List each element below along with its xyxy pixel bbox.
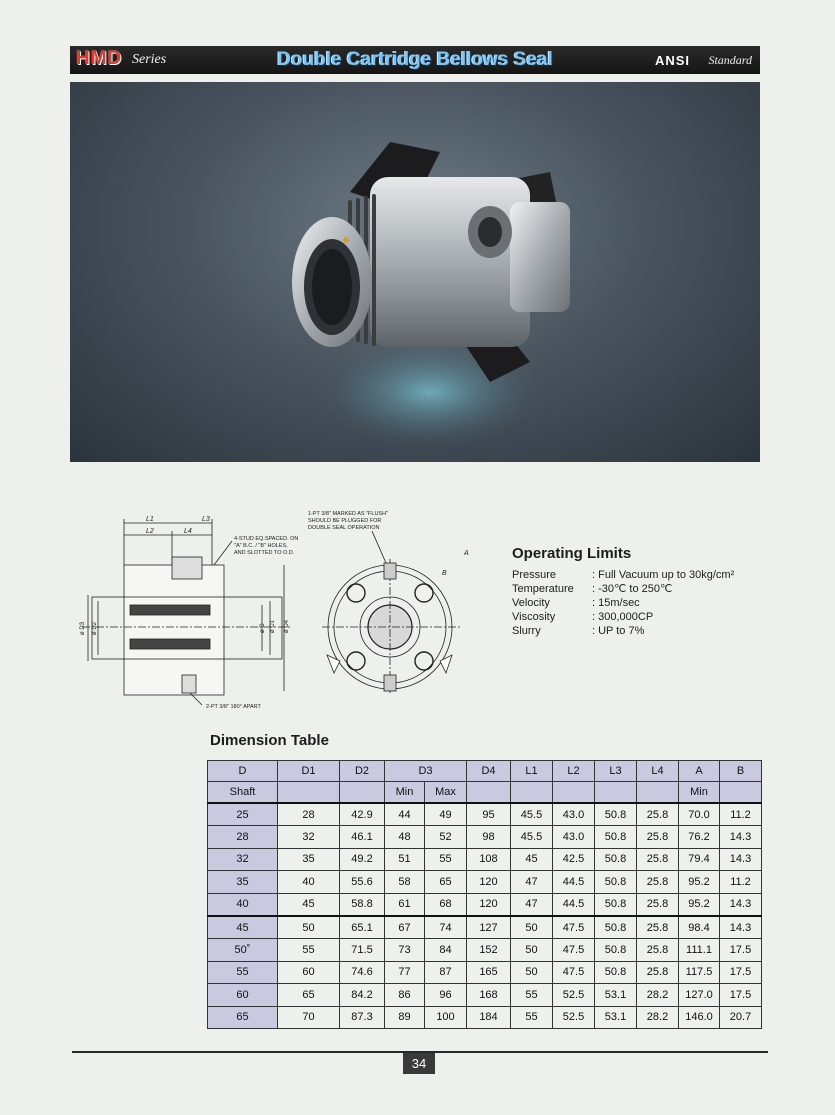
table-cell: 50.8 [595,893,637,916]
dimension-table-title: Dimension Table [210,732,329,749]
table-cell: 25.8 [637,961,679,983]
table-cell: 165 [467,961,511,983]
table-cell: 42.9 [340,803,385,826]
table-cell: 47 [511,893,553,916]
d4-label: ø D4 [284,619,290,633]
a-label: A [464,550,469,557]
column-header-l1: L1 [511,761,553,782]
table-cell: 28 [208,826,278,848]
brand-logo: HMD [76,48,123,69]
table-cell: 17.5 [720,961,762,983]
table-cell: 49.2 [340,848,385,870]
table-cell: 168 [467,984,511,1006]
ports-note: 2-PT 3/8" 180° APART [206,704,261,710]
table-cell: 43.0 [553,803,595,826]
table-cell: 120 [467,871,511,893]
table-cell: 50 [511,939,553,961]
table-cell: 74 [425,916,467,939]
table-cell: 68 [425,893,467,916]
table-cell: 184 [467,1006,511,1028]
d-label: ø D [260,623,266,633]
table-cell: 120 [467,893,511,916]
d3-label: ø D3 [80,621,86,635]
table-cell: 76.2 [679,826,720,848]
table-cell: 25.8 [637,939,679,961]
table-cell: 47.5 [553,916,595,939]
limit-label: Viscosity [512,611,556,623]
column-header-d1: D1 [278,761,340,782]
column-header-d: D [208,761,278,782]
subheader-empty [720,782,762,804]
table-cell: 50 [511,961,553,983]
table-cell: 98.4 [679,916,720,939]
l1-label: L1 [146,516,154,523]
table-cell: 87.3 [340,1006,385,1028]
table-cell: 52 [425,826,467,848]
table-cell: 71.5 [340,939,385,961]
list-item [512,610,734,624]
flush-note-2: SHOULD BE PLUGGED FOR [308,518,382,524]
table-cell: 25.8 [637,871,679,893]
list-item [512,624,734,638]
table-cell: 95 [467,803,511,826]
table-cell: 84 [425,939,467,961]
table-cell: 127.0 [679,984,720,1006]
table-cell: 67 [385,916,425,939]
l2-label: L2 [146,528,154,535]
table-cell: 50.8 [595,939,637,961]
table-cell: 32 [278,826,340,848]
table-header-row [208,761,762,782]
table-cell: 84.2 [340,984,385,1006]
table-cell: 49 [425,803,467,826]
table-cell: 61 [385,893,425,916]
table-cell: 58 [385,871,425,893]
table-cell: 95.2 [679,893,720,916]
table-cell: 45.5 [511,803,553,826]
table-cell: 55 [278,939,340,961]
table-cell: 50.8 [595,916,637,939]
table-cell: 28.2 [637,984,679,1006]
table-cell: 50˚ [208,939,278,961]
column-header-b: B [720,761,762,782]
flush-note-1: 1-PT 3/8" MARKED AS "FLUSH" [308,511,389,517]
table-cell: 32 [208,848,278,870]
limit-value: : 300,000CP [592,611,654,623]
seal-illustration [70,82,760,462]
table-cell: 96 [425,984,467,1006]
table-cell: 55 [511,1006,553,1028]
header-band [70,46,760,74]
table-cell: 43.0 [553,826,595,848]
table-cell: 108 [467,848,511,870]
table-cell: 17.5 [720,984,762,1006]
table-cell: 25.8 [637,826,679,848]
table-row [208,939,762,961]
table-cell: 17.5 [720,939,762,961]
column-header-l2: L2 [553,761,595,782]
table-cell: 42.5 [553,848,595,870]
table-cell: 45.5 [511,826,553,848]
page-number: 34 [403,1053,435,1074]
table-cell: 87 [425,961,467,983]
table-cell: 55.6 [340,871,385,893]
table-cell: 52.5 [553,1006,595,1028]
table-cell: 60 [208,984,278,1006]
table-cell: 14.3 [720,916,762,939]
table-cell: 28 [278,803,340,826]
stud-note-3: AND SLOTTED TO O.D. [234,550,295,556]
table-cell: 11.2 [720,871,762,893]
table-cell: 46.1 [340,826,385,848]
table-cell: 74.6 [340,961,385,983]
standard-label: Standard [708,53,752,67]
table-cell: 25 [208,803,278,826]
page-title: Double Cartridge Bellows Seal [277,49,553,70]
limit-label: Pressure [512,569,557,581]
operating-limits-title: Operating Limits [512,545,632,562]
table-cell: 98 [467,826,511,848]
table-cell: 51 [385,848,425,870]
table-cell: 40 [278,871,340,893]
table-cell: 50.8 [595,826,637,848]
ansi-label: ANSI [654,53,690,68]
limit-label: Temperature [512,583,574,595]
table-cell: 117.5 [679,961,720,983]
table-cell: 100 [425,1006,467,1028]
table-cell: 25.8 [637,803,679,826]
table-cell: 20.7 [720,1006,762,1028]
l4-label: L4 [184,528,192,535]
column-header-d2: D2 [340,761,385,782]
subheader-empty [553,782,595,804]
table-cell: 60 [278,961,340,983]
table-row [208,1006,762,1028]
table-cell: 65 [278,984,340,1006]
product-photo [70,82,760,462]
table-cell: 28.2 [637,1006,679,1028]
table-cell: 44.5 [553,893,595,916]
table-cell: 79.4 [679,848,720,870]
table-cell: 58.8 [340,893,385,916]
flush-note-3: DOUBLE SEAL OPERATION [308,525,380,531]
table-cell: 14.3 [720,848,762,870]
table-cell: 146.0 [679,1006,720,1028]
table-cell: 47 [511,871,553,893]
seal-cross-section-drawing [72,505,482,720]
subheader-empty [637,782,679,804]
table-cell: 53.1 [595,1006,637,1028]
subheader-empty [340,782,385,804]
table-cell: 52.5 [553,984,595,1006]
subheader-empty [278,782,340,804]
table-row [208,826,762,848]
table-cell: 65 [425,871,467,893]
table-cell: 14.3 [720,893,762,916]
table-cell: 25.8 [637,916,679,939]
table-cell: 25.8 [637,893,679,916]
table-cell: 50 [511,916,553,939]
table-cell: 50.8 [595,961,637,983]
table-cell: 14.3 [720,826,762,848]
table-cell: 45 [208,916,278,939]
column-header-d3: D3 [385,761,467,782]
subheader-d3-max: Max [425,782,467,804]
table-cell: 70 [278,1006,340,1028]
list-item [512,568,734,582]
stud-note-2: "A" B.C. / "B" HOLES, [234,543,288,549]
b-label: B [442,570,447,577]
list-item [512,582,734,596]
table-cell: 47.5 [553,961,595,983]
table-cell: 55 [208,961,278,983]
dimension-table [207,760,762,1029]
table-cell: 50.8 [595,848,637,870]
d2-label: ø D2 [92,621,98,635]
limit-value: : UP to 7% [592,625,645,637]
table-cell: 127 [467,916,511,939]
table-cell: 50 [278,916,340,939]
table-row [208,848,762,870]
table-cell: 35 [208,871,278,893]
stud-note-1: 4-STUD EQ.SPACED. ON [234,536,299,542]
subheader-empty [595,782,637,804]
subheader-shaft: Shaft [208,782,278,804]
technical-drawing [72,505,482,720]
table-cell: 50.8 [595,871,637,893]
l3-label: L3 [202,516,210,523]
limit-value: : Full Vacuum up to 30kg/cm² [592,569,735,581]
table-cell: 47.5 [553,939,595,961]
table-row [208,871,762,893]
limit-label: Velocity [512,597,550,609]
table-row [208,961,762,983]
subheader-a-min: Min [679,782,720,804]
table-cell: 86 [385,984,425,1006]
table-cell: 44.5 [553,871,595,893]
limit-label: Slurry [512,625,541,637]
series-label: Series [132,52,167,67]
subheader-empty [511,782,553,804]
table-row [208,803,762,826]
table-cell: 48 [385,826,425,848]
list-item [512,596,734,610]
d1-label: ø D1 [270,619,276,633]
table-cell: 65 [208,1006,278,1028]
table-cell: 55 [511,984,553,1006]
table-row [208,893,762,916]
table-cell: 35 [278,848,340,870]
table-cell: 77 [385,961,425,983]
table-cell: 50.8 [595,803,637,826]
limit-value: : -30℃ to 250℃ [592,583,673,595]
limit-value: : 15m/sec [592,597,640,609]
column-header-d4: D4 [467,761,511,782]
table-row [208,984,762,1006]
table-cell: 25.8 [637,848,679,870]
table-cell: 11.2 [720,803,762,826]
table-row [208,916,762,939]
table-cell: 55 [425,848,467,870]
table-cell: 95.2 [679,871,720,893]
operating-limits-list [512,568,734,638]
table-cell: 111.1 [679,939,720,961]
subheader-d3-min: Min [385,782,425,804]
table-cell: 40 [208,893,278,916]
table-subheader-row [208,782,762,804]
table-cell: 73 [385,939,425,961]
table-cell: 45 [278,893,340,916]
table-cell: 152 [467,939,511,961]
table-cell: 53.1 [595,984,637,1006]
column-header-l3: L3 [595,761,637,782]
table-cell: 45 [511,848,553,870]
subheader-empty [467,782,511,804]
column-header-a: A [679,761,720,782]
table-cell: 44 [385,803,425,826]
table-cell: 65.1 [340,916,385,939]
table-cell: 70.0 [679,803,720,826]
column-header-l4: L4 [637,761,679,782]
table-cell: 89 [385,1006,425,1028]
